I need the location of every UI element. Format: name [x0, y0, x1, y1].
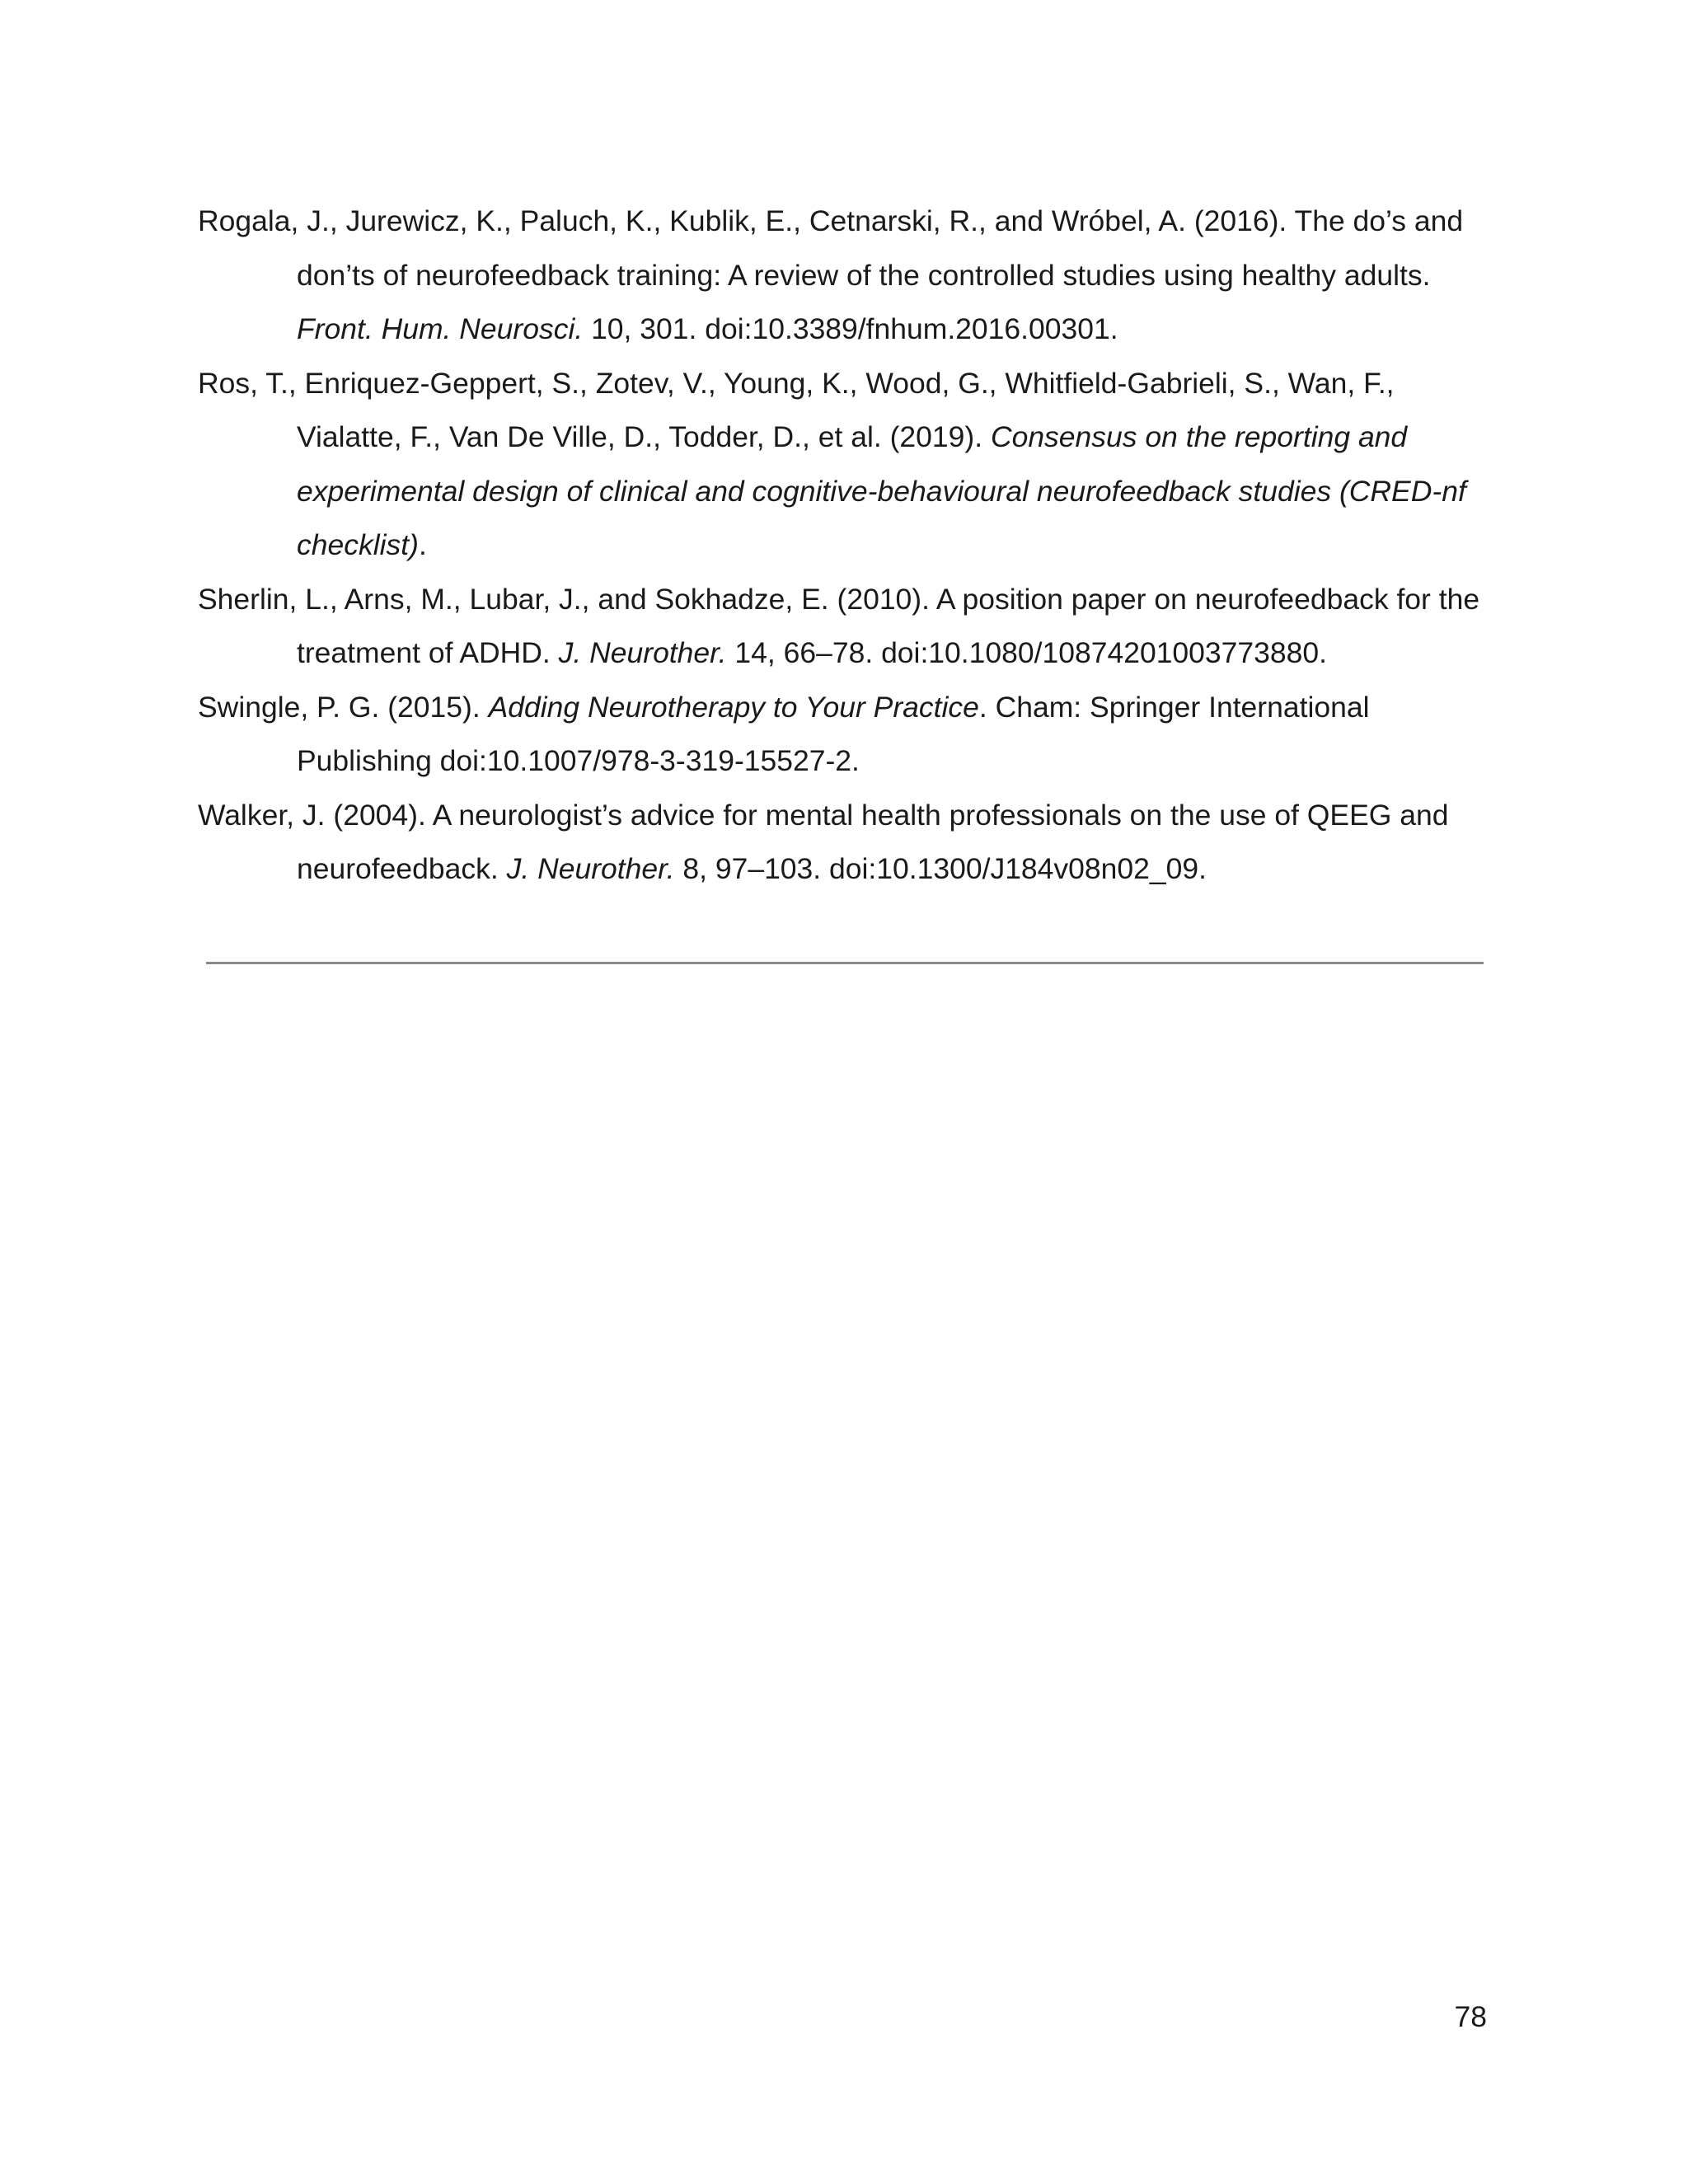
reference-entry-ros [198, 357, 1492, 573]
reference-entry-sherlin [198, 573, 1492, 681]
reference-list [198, 194, 1492, 897]
reference-text: . [418, 528, 427, 561]
reference-text: Rogala, J., Jurewicz, K., Paluch, K., Kublik, E., Cetnarski, R., and Wróbel, A. (2016). The do’s and don’ts of neurofeedback training: A review of the controlled studies using healthy adults. [198, 204, 1464, 292]
reference-title: Consensus on the reporting and experimental design of clinical and cognitive-behavioural neurofeedback studies (CRED-nf checklist) [297, 420, 1466, 561]
reference-journal: J. Neurother. [506, 852, 675, 885]
reference-text: 10, 301. doi:10.3389/fnhum.2016.00301. [583, 312, 1118, 345]
reference-journal: J. Neurother. [558, 636, 727, 669]
reference-text: 8, 97–103. doi:10.1300/J184v08n02_09. [674, 852, 1207, 885]
reference-entry-rogala [198, 194, 1492, 357]
reference-journal: Front. Hum. Neurosci. [297, 312, 584, 345]
reference-text: 14, 66–78. doi:10.1080/10874201003773880. [726, 636, 1327, 669]
reference-text: Sherlin, L., Arns, M., Lubar, J., and Sokhadze, E. (2010). A position paper on neurofeedback for the treatment of ADHD. [198, 582, 1480, 669]
reference-text: Swingle, P. G. (2015). [198, 690, 489, 724]
reference-text: Walker, J. (2004). A neurologist’s advice for mental health professionals on the use of QEEG and neurofeedback. [198, 798, 1449, 885]
page-number: 78 [1454, 2000, 1487, 2033]
section-divider [206, 962, 1484, 964]
reference-entry-swingle [198, 681, 1492, 789]
reference-entry-walker [198, 789, 1492, 897]
reference-text: Ros, T., Enriquez-Geppert, S., Zotev, V., Young, K., Wood, G., Whitfield-Gabrieli, S., Wan, F., Vialatte, F., Van De Ville, D., Todder, D., et al. (2019). [198, 366, 1395, 453]
reference-text: . Cham: Springer International Publishing doi:10.1007/978-3-319-15527-2. [297, 690, 1370, 777]
reference-title: Adding Neurotherapy to Your Practice [488, 690, 979, 724]
